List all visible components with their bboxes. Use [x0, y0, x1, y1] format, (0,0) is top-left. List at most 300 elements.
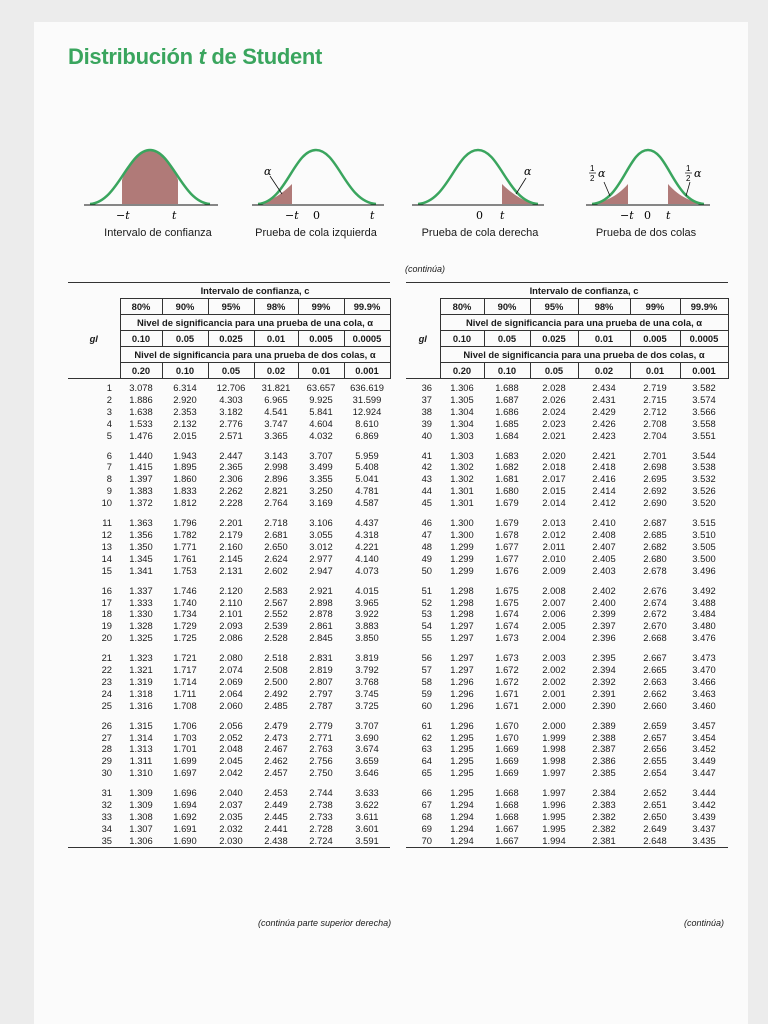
- df-cell: 38: [421, 405, 432, 417]
- table-row: [406, 553, 728, 565]
- critical-value-cell: 2.921: [309, 584, 333, 596]
- critical-value-cell: 1.671: [495, 699, 519, 711]
- critical-value-cell: 3.355: [309, 473, 333, 485]
- critical-value-cell: 2.672: [643, 608, 667, 620]
- df-cell: 15: [101, 564, 112, 576]
- critical-value-cell: 1.677: [495, 540, 519, 552]
- table-row: [406, 529, 728, 541]
- critical-value-cell: 1.675: [495, 596, 519, 608]
- critical-value-cell: 1.998: [542, 743, 566, 755]
- critical-value-cell: 2.682: [643, 540, 667, 552]
- left-conf-level: 98%: [254, 299, 298, 315]
- critical-value-cell: 2.695: [643, 473, 667, 485]
- critical-value-cell: 3.480: [692, 620, 716, 632]
- df-cell: 4: [106, 417, 112, 429]
- critical-value-cell: 2.228: [219, 497, 243, 509]
- critical-value-cell: 2.418: [592, 461, 616, 473]
- critical-value-cell: 3.646: [355, 767, 379, 779]
- fig3-half-num-left: 1: [590, 164, 595, 173]
- df-cell: 3: [106, 405, 112, 417]
- critical-value-cell: 2.947: [309, 564, 333, 576]
- table-row: [68, 565, 390, 577]
- critical-value-cell: 2.408: [592, 528, 616, 540]
- critical-value-cell: 2.035: [219, 811, 243, 822]
- critical-value-cell: 3.551: [692, 429, 716, 441]
- critical-value-cell: 2.132: [173, 417, 197, 429]
- critical-value-cell: 5.841: [309, 405, 333, 417]
- critical-value-cell: 4.073: [355, 564, 379, 576]
- critical-value-cell: 3.473: [692, 652, 716, 664]
- critical-value-cell: 1.697: [173, 767, 197, 779]
- critical-value-cell: 1.668: [495, 787, 519, 799]
- critical-value-cell: 2.819: [309, 664, 333, 676]
- df-cell: 30: [101, 767, 112, 779]
- table-row: [68, 597, 390, 609]
- critical-value-cell: 3.466: [692, 675, 716, 687]
- critical-value-cell: 2.003: [542, 652, 566, 664]
- critical-value-cell: 3.574: [692, 393, 716, 405]
- critical-value-cell: 2.387: [592, 743, 616, 755]
- critical-value-cell: 1.296: [450, 687, 474, 699]
- critical-value-cell: 2.385: [592, 767, 616, 779]
- critical-value-cell: 2.485: [264, 699, 288, 711]
- right-one-tail-alpha: 0.10: [440, 331, 484, 347]
- critical-value-cell: 3.457: [692, 719, 716, 731]
- footer-continua-left: (continúa parte superior derecha): [258, 918, 392, 928]
- table-row: [406, 394, 728, 406]
- critical-value-cell: 2.000: [542, 719, 566, 731]
- df-cell: 46: [421, 517, 432, 529]
- critical-value-cell: 3.470: [692, 664, 716, 676]
- critical-value-cell: 2.120: [219, 584, 243, 596]
- right-gl-label: gl: [418, 333, 427, 344]
- table-row: [406, 473, 728, 485]
- critical-value-cell: 2.426: [592, 417, 616, 429]
- critical-value-cell: 2.648: [630, 835, 680, 847]
- critical-value-cell: 1.298: [450, 596, 474, 608]
- critical-value-cell: 1.295: [450, 731, 474, 743]
- critical-value-cell: 1.681: [495, 473, 519, 485]
- right-tail-curve: [400, 142, 560, 227]
- critical-value-cell: 3.143: [264, 449, 288, 461]
- critical-value-cell: 2.397: [592, 620, 616, 632]
- df-cell: 42: [421, 461, 432, 473]
- critical-value-cell: 2.750: [309, 767, 333, 779]
- critical-value-cell: 1.306: [120, 835, 162, 847]
- table-row: [406, 676, 728, 688]
- df-cell: 45: [421, 497, 432, 509]
- critical-value-cell: 2.145: [219, 552, 243, 564]
- critical-value-cell: 2.018: [542, 461, 566, 473]
- table-row: [406, 743, 728, 755]
- left-conf-level: 80%: [120, 299, 162, 315]
- df-cell: 52: [421, 596, 432, 608]
- critical-value-cell: 1.303: [450, 449, 474, 461]
- critical-value-cell: 2.069: [219, 675, 243, 687]
- critical-value-cell: 1.310: [129, 767, 153, 779]
- critical-value-cell: 1.397: [129, 473, 153, 485]
- left-two-tail-title: Nivel de significancia para una prueba de dos colas, α: [120, 347, 390, 363]
- df-cell: 9: [106, 485, 112, 497]
- table-row: [68, 577, 390, 597]
- critical-value-cell: 4.318: [355, 528, 379, 540]
- df-cell: 60: [421, 699, 432, 711]
- right-one-tail-title: Nivel de significancia para una prueba de una cola, α: [440, 315, 728, 331]
- critical-value-cell: 1.995: [542, 811, 566, 822]
- critical-value-cell: 3.505: [692, 540, 716, 552]
- critical-value-cell: 3.365: [264, 429, 288, 441]
- critical-value-cell: 2.668: [643, 632, 667, 644]
- critical-value-cell: 1.313: [129, 743, 153, 755]
- table-row: [68, 712, 390, 732]
- critical-value-cell: 1.330: [129, 608, 153, 620]
- critical-value-cell: 2.021: [542, 429, 566, 441]
- critical-value-cell: 2.015: [542, 485, 566, 497]
- df-cell: 17: [101, 596, 112, 608]
- critical-value-cell: 2.201: [219, 517, 243, 529]
- df-cell: 37: [421, 393, 432, 405]
- critical-value-cell: 2.391: [592, 687, 616, 699]
- critical-value-cell: 3.499: [309, 461, 333, 473]
- critical-value-cell: 2.528: [264, 632, 288, 644]
- df-cell: 47: [421, 528, 432, 540]
- critical-value-cell: 2.665: [643, 664, 667, 676]
- table-row: [406, 541, 728, 553]
- critical-value-cell: 2.421: [592, 449, 616, 461]
- critical-value-cell: 2.064: [219, 687, 243, 699]
- table-row: [68, 485, 390, 497]
- right-conf-level: 99.9%: [680, 299, 728, 315]
- critical-value-cell: 2.390: [592, 699, 616, 711]
- critical-value-cell: 2.650: [643, 811, 667, 822]
- critical-value-cell: 2.674: [643, 596, 667, 608]
- left-one-tail-title: Nivel de significancia para una prueba de una cola, α: [120, 315, 390, 331]
- table-row: [68, 823, 390, 835]
- df-cell: 11: [102, 517, 112, 529]
- critical-value-cell: 1.476: [129, 429, 153, 441]
- critical-value-cell: 1.300: [450, 517, 474, 529]
- critical-value-cell: 3.745: [355, 687, 379, 699]
- df-cell: 24: [101, 687, 112, 699]
- critical-value-cell: 1.295: [450, 743, 474, 755]
- critical-value-cell: 2.429: [592, 405, 616, 417]
- critical-value-cell: 1.997: [542, 767, 566, 779]
- table-row: [68, 644, 390, 664]
- critical-value-cell: 4.032: [309, 429, 333, 441]
- table-row: [68, 608, 390, 620]
- critical-value-cell: 2.382: [592, 822, 616, 834]
- table-row: [68, 418, 390, 430]
- critical-value-cell: 2.020: [542, 449, 566, 461]
- table-row: [68, 811, 390, 823]
- critical-value-cell: 1.812: [173, 497, 197, 509]
- critical-value-cell: 2.681: [264, 528, 288, 540]
- critical-value-cell: 2.680: [643, 552, 667, 564]
- left-one-tail-alpha: 0.005: [298, 331, 344, 347]
- fig1-alpha: α: [264, 165, 272, 178]
- critical-value-cell: 3.169: [309, 497, 333, 509]
- critical-value-cell: 1.687: [495, 393, 519, 405]
- critical-value-cell: 1.304: [450, 417, 474, 429]
- table-row: [68, 632, 390, 644]
- critical-value-cell: 1.673: [495, 632, 519, 644]
- critical-value-cell: 2.718: [264, 517, 288, 529]
- critical-value-cell: 3.484: [692, 608, 716, 620]
- critical-value-cell: 3.488: [692, 596, 716, 608]
- df-cell: 16: [101, 584, 112, 596]
- title-suffix: de Student: [205, 44, 323, 69]
- df-cell: 6: [106, 449, 112, 461]
- critical-value-cell: 1.690: [162, 835, 208, 847]
- critical-value-cell: 2.004: [542, 632, 566, 644]
- table-row: [68, 835, 390, 847]
- critical-value-cell: 2.687: [643, 517, 667, 529]
- critical-value-cell: 1.997: [542, 787, 566, 799]
- t-table-left: [68, 282, 391, 848]
- critical-value-cell: 1.691: [173, 822, 197, 834]
- df-cell: 14: [101, 552, 112, 564]
- table-row: [68, 688, 390, 700]
- critical-value-cell: 2.807: [309, 675, 333, 687]
- critical-value-cell: 2.414: [592, 485, 616, 497]
- critical-value-cell: 2.006: [542, 608, 566, 620]
- fig2-caption: Prueba de cola derecha: [421, 227, 539, 239]
- critical-value-cell: 1.363: [129, 517, 153, 529]
- critical-value-cell: 2.399: [592, 608, 616, 620]
- critical-value-cell: 2.002: [542, 664, 566, 676]
- df-cell: 27: [101, 731, 112, 743]
- critical-value-cell: 2.017: [542, 473, 566, 485]
- critical-value-cell: 1.295: [450, 755, 474, 767]
- table-row: [68, 541, 390, 553]
- critical-value-cell: 2.650: [264, 540, 288, 552]
- critical-value-cell: 1.688: [484, 379, 530, 394]
- critical-value-cell: 1.996: [542, 799, 566, 811]
- critical-value-cell: 1.304: [450, 405, 474, 417]
- df-cell: 58: [421, 675, 432, 687]
- critical-value-cell: 1.297: [450, 620, 474, 632]
- right-conf-level: 90%: [484, 299, 530, 315]
- critical-value-cell: 1.294: [450, 799, 474, 811]
- fig3-label-0: −t: [620, 209, 634, 222]
- critical-value-cell: 1.672: [495, 664, 519, 676]
- critical-value-cell: 6.965: [264, 393, 288, 405]
- t-table-left-grid: [68, 282, 391, 848]
- df-cell: 53: [421, 608, 432, 620]
- table-row: [68, 394, 390, 406]
- critical-value-cell: 2.445: [264, 811, 288, 822]
- critical-value-cell: 1.692: [173, 811, 197, 822]
- df-cell: 51: [421, 584, 432, 596]
- critical-value-cell: 1.895: [173, 461, 197, 473]
- critical-value-cell: 5.959: [355, 449, 379, 461]
- critical-value-cell: 2.473: [264, 731, 288, 743]
- critical-value-cell: 2.787: [309, 699, 333, 711]
- critical-value-cell: 1.307: [129, 822, 153, 834]
- critical-value-cell: 1.694: [173, 799, 197, 811]
- critical-value-cell: 2.131: [219, 564, 243, 576]
- table-row: [406, 379, 728, 394]
- critical-value-cell: 1.740: [173, 596, 197, 608]
- df-cell: 7: [106, 461, 112, 473]
- df-cell: 48: [421, 540, 432, 552]
- df-cell: 31: [101, 787, 112, 799]
- critical-value-cell: 2.407: [592, 540, 616, 552]
- df-cell: 55: [421, 632, 432, 644]
- critical-value-cell: 2.712: [643, 405, 667, 417]
- critical-value-cell: 1.706: [173, 719, 197, 731]
- critical-value-cell: 2.508: [264, 664, 288, 676]
- critical-value-cell: 1.311: [129, 755, 153, 767]
- critical-value-cell: 1.771: [173, 540, 197, 552]
- critical-value-cell: 2.388: [592, 731, 616, 743]
- critical-value-cell: 1.383: [129, 485, 153, 497]
- fig2-label-0: 0: [476, 209, 483, 222]
- fig3-label-2: t: [666, 209, 671, 222]
- critical-value-cell: 2.715: [643, 393, 667, 405]
- critical-value-cell: 2.060: [219, 699, 243, 711]
- critical-value-cell: 2.048: [219, 743, 243, 755]
- critical-value-cell: 2.045: [219, 755, 243, 767]
- critical-value-cell: 3.922: [355, 608, 379, 620]
- critical-value-cell: 1.303: [450, 429, 474, 441]
- critical-value-cell: 2.756: [309, 755, 333, 767]
- critical-value-cell: 3.250: [309, 485, 333, 497]
- critical-value-cell: 9.925: [309, 393, 333, 405]
- critical-value-cell: 1.415: [129, 461, 153, 473]
- critical-value-cell: 1.301: [450, 497, 474, 509]
- critical-value-cell: 3.690: [355, 731, 379, 743]
- critical-value-cell: 3.437: [692, 822, 716, 834]
- critical-value-cell: 2.492: [264, 687, 288, 699]
- critical-value-cell: 3.515: [692, 517, 716, 529]
- critical-value-cell: 1.679: [495, 517, 519, 529]
- critical-value-cell: 1.675: [495, 584, 519, 596]
- fig0-label-1: t: [172, 209, 177, 222]
- critical-value-cell: 2.052: [219, 731, 243, 743]
- critical-value-cell: 1.669: [495, 755, 519, 767]
- critical-value-cell: 1.686: [495, 405, 519, 417]
- df-cell: 67: [421, 799, 432, 811]
- critical-value-cell: 2.670: [643, 620, 667, 632]
- critical-value-cell: 1.296: [450, 699, 474, 711]
- critical-value-cell: 2.040: [219, 787, 243, 799]
- table-row: [406, 632, 728, 644]
- critical-value-cell: 1.300: [450, 528, 474, 540]
- critical-value-cell: 1.796: [173, 517, 197, 529]
- table-row: [406, 442, 728, 462]
- critical-value-cell: 1.886: [129, 393, 153, 405]
- table-row: [406, 712, 728, 732]
- critical-value-cell: 4.604: [309, 417, 333, 429]
- critical-value-cell: 1.998: [542, 755, 566, 767]
- critical-value-cell: 3.707: [355, 719, 379, 731]
- critical-value-cell: 2.467: [264, 743, 288, 755]
- critical-value-cell: 2.086: [219, 632, 243, 644]
- title-t: t: [198, 44, 206, 69]
- fig1-label-2: t: [370, 209, 375, 222]
- critical-value-cell: 1.299: [450, 564, 474, 576]
- critical-value-cell: 2.920: [173, 393, 197, 405]
- critical-value-cell: 3.633: [355, 787, 379, 799]
- title-prefix: Distribución: [68, 44, 199, 69]
- critical-value-cell: 4.437: [355, 517, 379, 529]
- critical-value-cell: 2.779: [309, 719, 333, 731]
- critical-value-cell: 12.924: [352, 405, 382, 417]
- critical-value-cell: 2.394: [592, 664, 616, 676]
- critical-value-cell: 1.696: [173, 787, 197, 799]
- critical-value-cell: 1.298: [450, 608, 474, 620]
- left-tail-curve: [236, 142, 396, 227]
- critical-value-cell: 1.294: [440, 835, 484, 847]
- critical-value-cell: 2.479: [264, 719, 288, 731]
- right-conf-level: 95%: [530, 299, 578, 315]
- table-row: [68, 553, 390, 565]
- critical-value-cell: 2.160: [219, 540, 243, 552]
- df-cell: 10: [101, 497, 112, 509]
- fig3-half-num-right: 1: [686, 164, 691, 173]
- df-cell: 28: [101, 743, 112, 755]
- critical-value-cell: 2.023: [542, 417, 566, 429]
- critical-value-cell: 3.725: [355, 699, 379, 711]
- critical-value-cell: 2.007: [542, 596, 566, 608]
- fig3-half-den-right: 2: [686, 174, 691, 183]
- critical-value-cell: 2.704: [643, 429, 667, 441]
- critical-value-cell: 1.669: [495, 767, 519, 779]
- critical-value-cell: 2.651: [643, 799, 667, 811]
- figure-right-tail: [400, 142, 560, 242]
- table-row: [68, 767, 390, 779]
- critical-value-cell: 3.182: [219, 405, 243, 417]
- critical-value-cell: 1.994: [530, 835, 578, 847]
- table-row: [68, 497, 390, 509]
- critical-value-cell: 2.392: [592, 675, 616, 687]
- critical-value-cell: 1.711: [173, 687, 197, 699]
- left-conf-level: 99.9%: [344, 299, 390, 315]
- right-one-tail-alpha: 0.0005: [680, 331, 728, 347]
- df-cell: 25: [101, 699, 112, 711]
- critical-value-cell: 2.386: [592, 755, 616, 767]
- critical-value-cell: 2.719: [630, 379, 680, 394]
- critical-value-cell: 1.708: [173, 699, 197, 711]
- critical-value-cell: 1.323: [129, 652, 153, 664]
- critical-value-cell: 2.738: [309, 799, 333, 811]
- df-cell: 39: [421, 417, 432, 429]
- df-cell: 61: [421, 719, 432, 731]
- critical-value-cell: 2.001: [542, 687, 566, 699]
- critical-value-cell: 1.668: [495, 799, 519, 811]
- critical-value-cell: 2.457: [264, 767, 288, 779]
- critical-value-cell: 2.037: [219, 799, 243, 811]
- critical-value-cell: 31.599: [352, 393, 382, 405]
- critical-value-cell: 1.683: [495, 449, 519, 461]
- critical-value-cell: 2.678: [643, 564, 667, 576]
- df-cell: 35: [68, 835, 120, 847]
- critical-value-cell: 2.056: [219, 719, 243, 731]
- critical-value-cell: 1.295: [450, 767, 474, 779]
- critical-value-cell: 636.619: [344, 379, 390, 394]
- table-row: [68, 406, 390, 418]
- table-row: [406, 755, 728, 767]
- right-one-tail-alpha: 0.05: [484, 331, 530, 347]
- left-one-tail-alpha: 0.0005: [344, 331, 390, 347]
- critical-value-cell: 2.500: [264, 675, 288, 687]
- table-row: [68, 529, 390, 541]
- left-gl-label: gl: [89, 333, 98, 344]
- right-one-tail-alpha: 0.025: [530, 331, 578, 347]
- critical-value-cell: 2.649: [643, 822, 667, 834]
- critical-value-cell: 2.008: [542, 584, 566, 596]
